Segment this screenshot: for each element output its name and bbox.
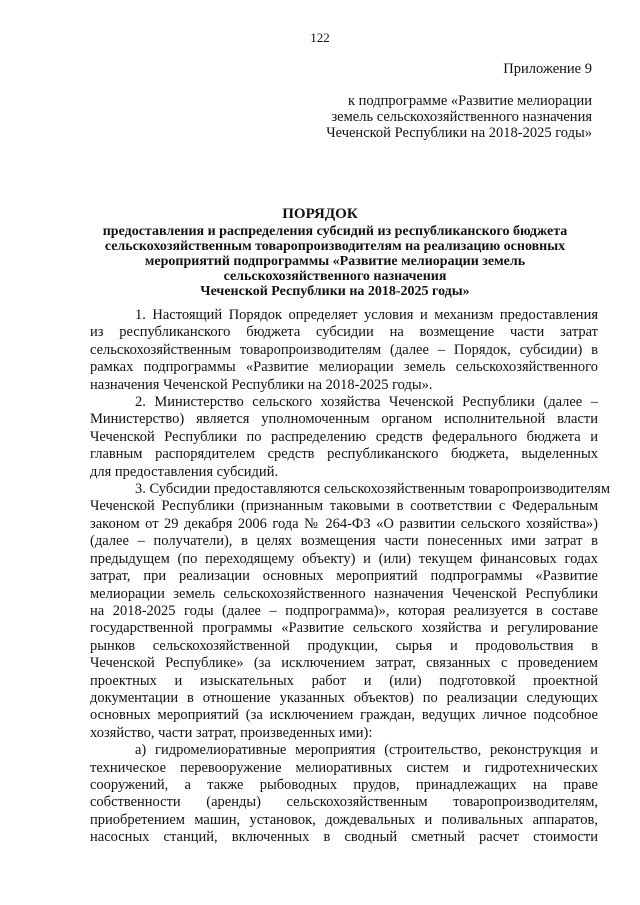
subtitle-line: Чеченской Республики на 2018-2025 годы» [200, 284, 470, 299]
text-line: Чеченской Республике» (за исключением затрат, связанных с проведением [90, 655, 598, 672]
text-line: Министерство) является уполномоченным органом исполнительной власти [90, 411, 598, 428]
subtitle-line: сельскохозяйственным товаропроизводителям на реализацию основных [104, 239, 566, 254]
subtitle-line: мероприятий подпрограммы «Развитие мелиорации земель [144, 254, 526, 269]
text-line: из республиканского бюджета субсидии на возмещение части затрат [90, 324, 598, 341]
text-line: рынков сельскохозяйственной продукции, сырья и продовольствия в [90, 637, 598, 654]
paragraph-1 [90, 307, 598, 394]
text-line: для предоставления субсидий. [90, 463, 279, 480]
text-line: затрат, при реализации основных мероприятий подпрограммы «Развитие [90, 568, 598, 585]
text-line: сельскохозяйственным товаропроизводителям (далее – Порядок, субсидии) в [90, 341, 598, 358]
text-line: рамках подпрограммы «Развитие мелиорации земель сельскохозяйственного [90, 359, 598, 376]
text-line: сооружений, а также рыбоводных прудов, принадлежащих на праве [90, 776, 598, 793]
document-subtitle [72, 224, 598, 299]
text-line: законом от 29 декабря 2006 года № 264-ФЗ «О развитии сельского хозяйства») [90, 515, 598, 532]
text-line: а) гидромелиоративные мероприятия (строительство, реконструкция и [135, 742, 598, 759]
text-line: 1. Настоящий Порядок определяет условия и механизм предоставления [135, 307, 598, 323]
text-line: государственной программы «Развитие сельского хозяйства и регулирование [90, 620, 598, 637]
text-line: приобретением машин, установок, дождевальных и поливальных аппаратов, [90, 811, 598, 828]
text-line: насосных станций, включенных в сводный сметный расчет стоимости [90, 829, 598, 846]
document-body [90, 307, 611, 847]
subtitle-line: сельскохозяйственного назначения [223, 269, 447, 284]
appendix-line: к подпрограмме «Развитие мелиорации [347, 93, 592, 109]
text-line: техническое перевооружение мелиоративных систем и гидротехнических [90, 759, 598, 776]
text-line: предыдущем (по переходящему объекту) и (или) текущем финансовых годах [90, 550, 598, 567]
text-line: 3. Субсидии предоставляются сельскохозяйственным товаропроизводителям [135, 481, 611, 498]
text-line: на 2018-2025 годы (далее – подпрограмма)», которая реализуется в составе [90, 602, 598, 619]
text-line: хозяйство, части затрат, произведенных ими): [90, 724, 373, 741]
page-number: 122 [310, 30, 330, 45]
text-line: Чеченской Республики по распределению средств федерального бюджета и [90, 428, 598, 445]
text-line: Чеченской Республики (признанным таковыми в соответствии с Федеральным [90, 498, 598, 515]
text-line: документации в отношение указанных объектов) по реализации следующих [90, 689, 598, 706]
text-line: проектных и изыскательных работ и (или) подготовкой проектной [90, 672, 598, 689]
appendix-header [262, 61, 592, 141]
text-line: 2. Министерство сельского хозяйства Чеченской Республики (далее – [135, 394, 598, 411]
appendix-spacer [262, 77, 592, 93]
paragraph-3a [90, 742, 598, 846]
appendix-label: Приложение 9 [503, 61, 592, 77]
text-line: основных мероприятий (за исключением граждан, ведущих личное подсобное [90, 707, 598, 724]
paragraph-3 [90, 481, 611, 742]
text-line: назначения Чеченской Республики на 2018-2025 годы». [90, 376, 433, 393]
paragraph-2 [90, 394, 598, 481]
appendix-line: Чеченской Республики на 2018-2025 годы» [326, 125, 592, 141]
text-line: (далее – получатели), в целях возмещения части понесенных ими затрат в [90, 533, 598, 550]
document-title: ПОРЯДОК [282, 206, 358, 222]
subtitle-line: предоставления и распределения субсидий из республиканского бюджета [102, 224, 568, 239]
text-line: главным распорядителем средств республиканского бюджета, выделенных [90, 446, 598, 463]
text-line: мелиорации земель сельскохозяйственного назначения Чеченской Республики [90, 585, 598, 602]
appendix-line: земель сельскохозяйственного назначения [331, 109, 592, 125]
text-line: собственности (аренды) сельскохозяйственным товаропроизводителям, [90, 794, 598, 811]
